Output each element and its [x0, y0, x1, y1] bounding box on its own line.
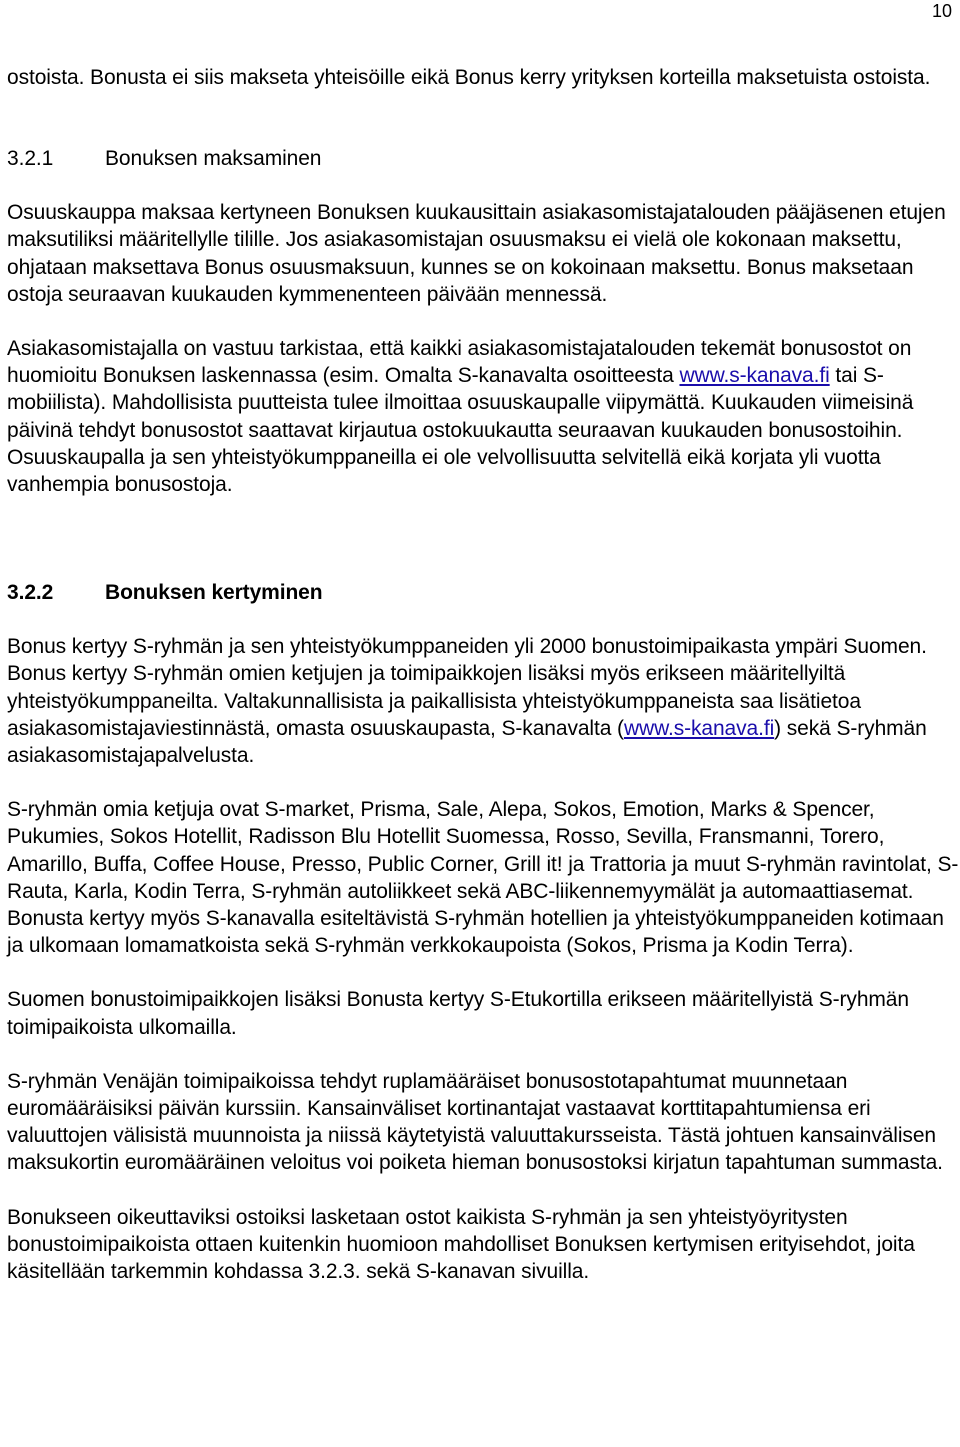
- paragraph: S-ryhmän omia ketjuja ovat S-market, Prisma, Sale, Alepa, Sokos, Emotion, Marks & Spencer, Pukumies, Sokos Hotellit, Radisson Blu Hotellit Suomessa, Rosso, Sevilla, Fransmanni, Torero, Amarillo, Buffa, Coffee House, Presso, Public Corner, Grill it! ja Trattoria ja muut S-ryhmän ravintolat, S-Rauta, Karla, Kodin Terra, S-ryhmän autoliikkeet sekä ABC-liikennemyymälät ja automaattiasemat. Bonusta kertyy myös S-kanavalla esiteltävistä S-ryhmän hotellien ja yhteistyökumppaneiden kotimaan ja ulkomaan lomamatkoista sekä S-ryhmän verkkokaupoista (Sokos, Prisma ja Kodin Terra).: [7, 798, 959, 958]
- section-title: Bonuksen kertyminen: [105, 581, 323, 605]
- paragraph: Suomen bonustoimipaikkojen lisäksi Bonusta kertyy S-Etukortilla erikseen määritellyistä S-ryhmän toimipaikoista ulkomailla.: [7, 988, 909, 1039]
- section-number: 3.2.1: [7, 147, 54, 171]
- s-kanava-link[interactable]: www.s-kanava.fi: [679, 364, 830, 388]
- s-kanava-link[interactable]: www.s-kanava.fi: [623, 716, 775, 740]
- section-title: Bonuksen maksaminen: [105, 147, 322, 171]
- paragraph: S-ryhmän Venäjän toimipaikoissa tehdyt ruplamääräiset bonusostotapahtumat muunnetaan euromääräisiksi päivän kurssiin. Kansainväliset kortinantajat vastaavat korttitapahtumiensa eri valuuttojen välisistä muunnoista ja niissä käytetyistä valuuttakursseista. Tästä johtuen kansainvälisen maksukortin euromääräinen veloitus voi poiketa hieman bonusostoksi kirjatun tapahtuman summasta.: [7, 1069, 943, 1175]
- paragraph-text: Bonus kertyy S-ryhmän ja sen yhteistyökumppaneiden yli 2000 bonustoimipaikasta ympäri Suomen. Bonus kertyy S-ryhmän omien ketjujen ja toimipaikkojen lisäksi myös erikseen määritellyiltä yhteistyökumppaneilta. Valtakunnallisista ja paikallisista yhteistyökumppaneista saa lisätietoa asiakasomistajaviestinnästä, omasta osuuskaupasta, S-kanavalta (: [7, 635, 927, 740]
- page-number: 10: [931, 1, 952, 21]
- intro-paragraph: ostoista. Bonusta ei siis makseta yhteisöille eikä Bonus kerry yrityksen korteilla maksetuista ostoista.: [7, 66, 931, 89]
- document-body: [7, 64, 960, 1285]
- section-number: 3.2.2: [7, 581, 54, 605]
- paragraph-text: Asiakasomistajalla on vastuu tarkistaa, että kaikki asiakasomistajatalouden tekemät bonusostot on huomioitu Bonuksen laskennassa (esim. Omalta S-kanavalta osoitteesta: [7, 337, 912, 388]
- section-heading-3-2-2: [7, 579, 960, 606]
- paragraph-text: ) sekä S-ryhmän asiakasomistajapalvelusta.: [7, 716, 927, 768]
- paragraph: Bonukseen oikeuttaviksi ostoiksi lasketaan ostot kaikista S-ryhmän ja sen yhteistyöyritysten bonustoimipaikoista ottaen kuitenkin huomioon mahdolliset Bonuksen kertymisen erityisehdot, joita käsitellään tarkemmin kohdassa 3.2.3. sekä S-kanavan sivuilla.: [7, 1205, 915, 1284]
- paragraph-with-link: [7, 335, 960, 498]
- section-heading-3-2-1: [7, 145, 960, 172]
- paragraph-with-link: [7, 633, 960, 769]
- paragraph: Osuuskauppa maksaa kertyneen Bonuksen kuukausittain asiakasomistajatalouden pääjäsenen etujen maksutiliksi määritellylle tilille. Jos asiakasomistajan osuusmaksu ei vielä ole kokonaan maksettu, ohjataan maksettava Bonus osuusmaksuun, kunnes se on kokoinaan maksettu. Bonus maksetaan ostoja seuraavan kuukauden kymmenenteen päivään mennessä.: [7, 201, 946, 306]
- paragraph-text: tai S-mobiilista). Mahdollisista puutteista tulee ilmoittaa osuuskaupalle viipymättä. Kuukauden viimeisinä päivinä tehdyt bonusostot saattavat kirjautua ostokuukautta seuraavan kuukauden bonusostoihin. Osuuskaupalla ja sen yhteistyökumppaneilla ei ole velvollisuutta selvitellä eikä korjata yli vuotta vanhempia bonusostoja.: [7, 364, 914, 497]
